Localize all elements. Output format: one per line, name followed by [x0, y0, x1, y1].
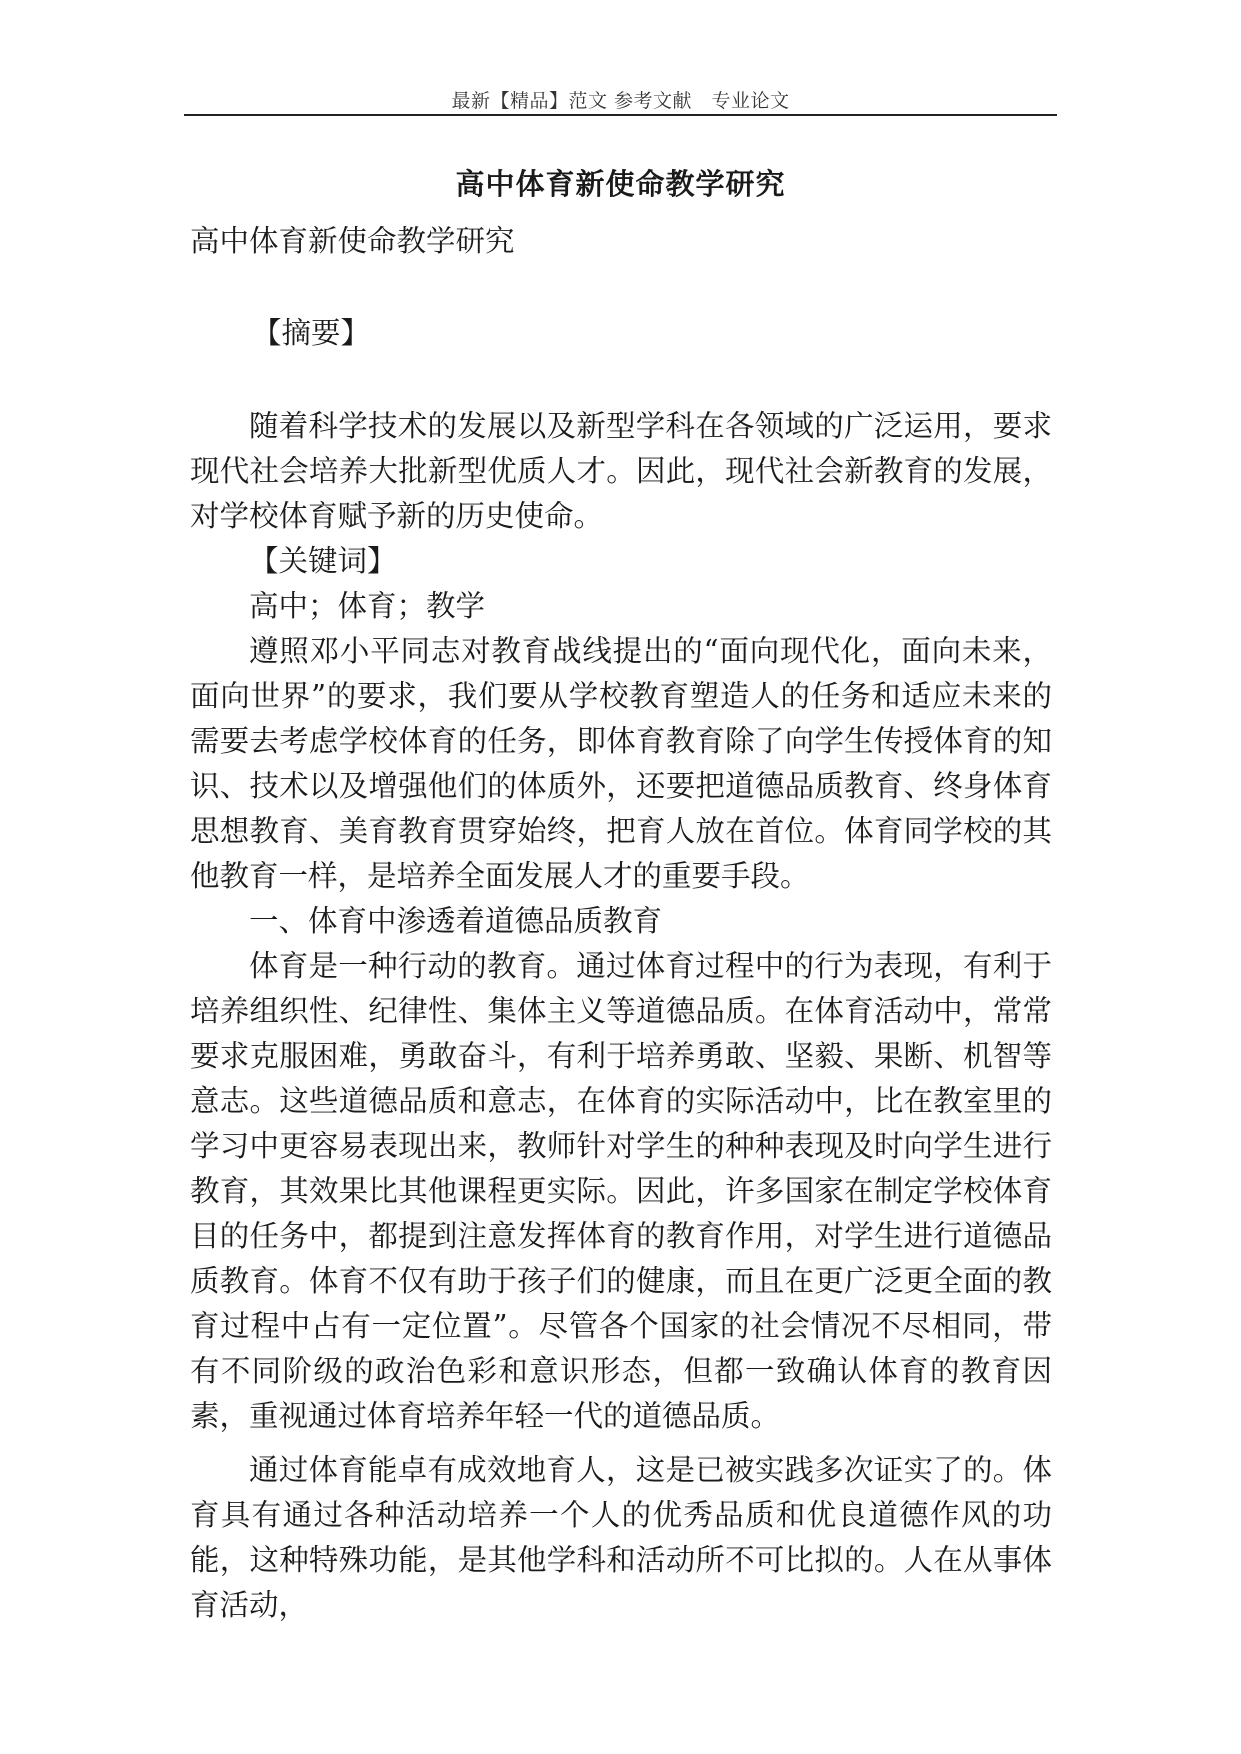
document-subtitle: 高中体育新使命教学研究 — [190, 224, 515, 258]
header-divider — [184, 114, 1057, 116]
abstract-label: 【摘要】 — [252, 316, 371, 350]
main-text — [190, 404, 1052, 1628]
section-heading: 一、体育中渗透着道德品质教育 — [249, 904, 663, 938]
keywords-label: 【关键词】 — [249, 544, 397, 578]
body-paragraph: 通过体育能卓有成效地育人，这是已被实践多次证实了的。体育具有通过各种活动培养一个人的优秀品质和优良道德作风的功能，这种特殊功能，是其他学科和活动所不可比拟的。人在从事体育活动， — [190, 1453, 1052, 1622]
page-header-text: 最新【精品】范文 参考文献 专业论文 — [451, 90, 790, 112]
body-paragraph: 体育是一种行动的教育。通过体育过程中的行为表现，有利于培养组织性、纪律性、集体主义等道德品质。在体育活动中，常常要求克服困难，勇敢奋斗，有利于培养勇敢、坚毅、果断、机智等意志。这些道德品质和意志，在体育的实际活动中，比在教室里的学习中更容易表现出来，教师针对学生的种种表现及时向学生进行教育，其效果比其他课程更实际。因此，许多国家在制定学校体育目的任务中，都提到注意发挥体育的教育作用，对学生进行道德品质教育。体育不仅有助于孩子们的健康，而且在更广泛更全面的教育过程中占有一定位置”。尽管各个国家的社会情况不尽相同，带有不同阶级的政治色彩和意识形态，但都一致确认体育的教育因素，重视通过体育培养年轻一代的道德品质。 — [190, 949, 1052, 1433]
document-title: 高中体育新使命教学研究 — [455, 167, 786, 201]
body-paragraph: 遵照邓小平同志对教育战线提出的“面向现代化，面向未来，面向世界”的要求，我们要从学校教育塑造人的任务和适应未来的需要去考虑学校体育的任务，即体育教育除了向学生传授体育的知识、技术以及增强他们的体质外，还要把道德品质教育、终身体育思想教育、美育教育贯穿始终，把育人放在首位。体育同学校的其他教育一样，是培养全面发展人才的重要手段。 — [190, 634, 1052, 893]
keywords-value: 高中；体育；教学 — [249, 589, 486, 623]
abstract-paragraph: 随着科学技术的发展以及新型学科在各领域的广泛运用，要求现代社会培养大批新型优质人才。因此，现代社会新教育的发展，对学校体育赋予新的历史使命。 — [190, 409, 1052, 533]
